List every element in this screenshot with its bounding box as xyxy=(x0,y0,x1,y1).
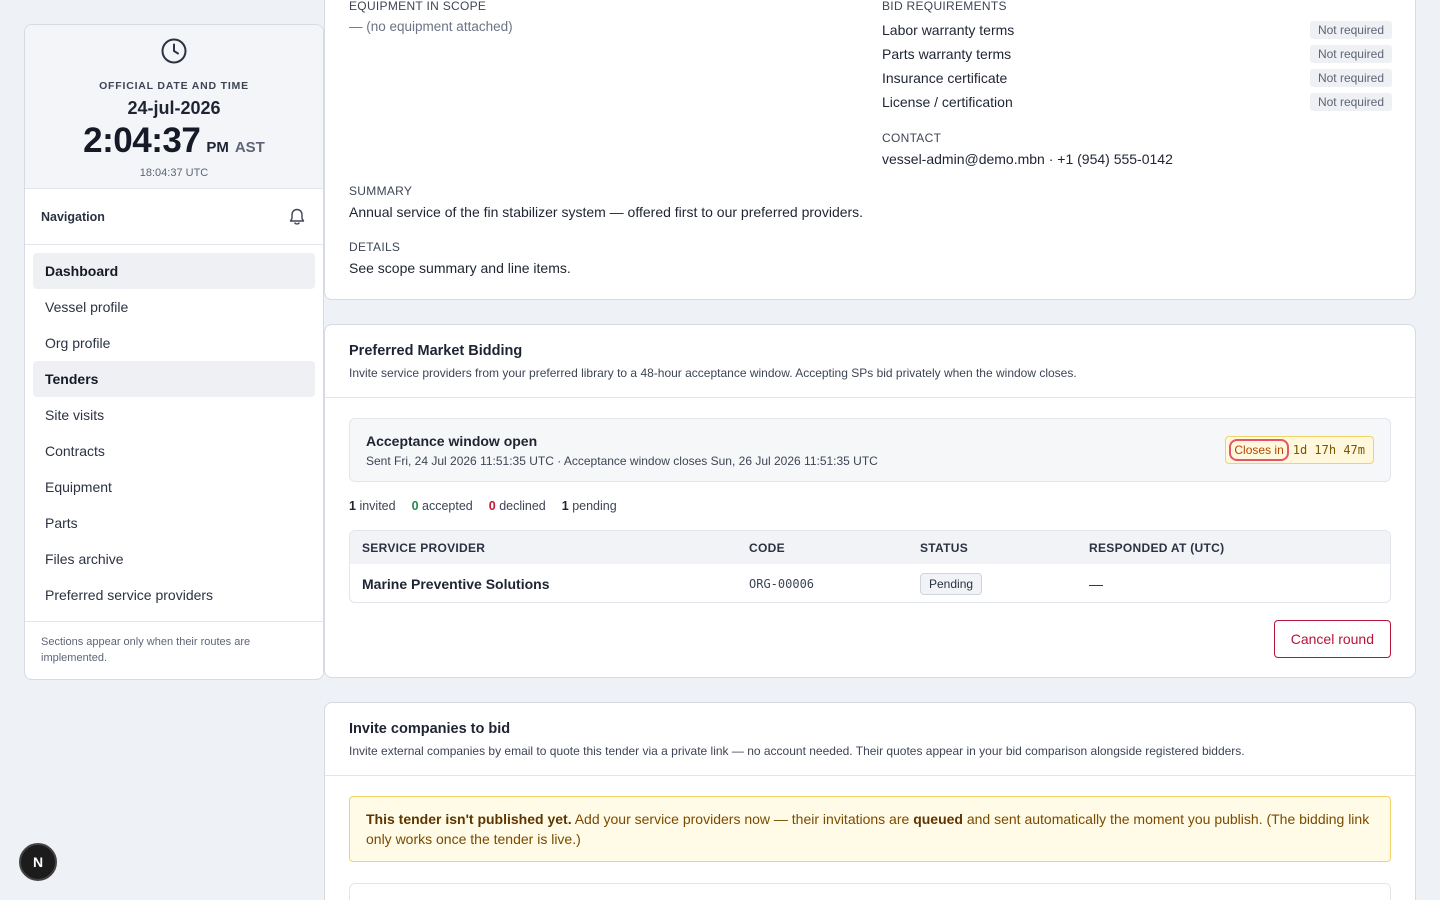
status-badge: Pending xyxy=(920,573,982,595)
summary-section xyxy=(349,184,1389,220)
invite-title: Invite companies to bid xyxy=(349,721,511,737)
clock-date: 24-jul-2026 xyxy=(127,98,221,118)
nav-item-equipment[interactable]: Equipment xyxy=(45,479,112,495)
stat-pending: 1 pending xyxy=(561,499,617,513)
unpublished-notice: This tender isn't published yet. Add your service providers now — their invitations are queued and sent automatically the moment you publish. (The bidding link only works once the tender is live.) xyxy=(349,796,1391,862)
invite-subtitle: Invite external companies by email to quote this tender via a private link — no account needed. Their quotes appear in your bid comparison alongside registered bidders. xyxy=(349,744,1245,758)
preferred-market-bidding-card xyxy=(324,324,1416,678)
pmb-header xyxy=(325,325,1415,398)
requirement-status-badge: Not required xyxy=(1310,21,1392,39)
acceptance-window-subtitle: Sent Fri, 24 Jul 2026 11:51:35 UTC · Acceptance window closes Sun, 26 Jul 2026 11:51:35 UTC xyxy=(366,454,878,468)
provider-name: Marine Preventive Solutions xyxy=(362,575,550,592)
pmb-title: Preferred Market Bidding xyxy=(349,343,523,359)
cancel-round-button[interactable]: Cancel round xyxy=(1274,620,1391,658)
nav-item-org-profile[interactable]: Org profile xyxy=(45,335,111,351)
stat-invited: 1 invited xyxy=(349,499,396,513)
responded-at: — xyxy=(1089,575,1103,592)
requirement-row xyxy=(882,42,1392,66)
clock-ampm: PM xyxy=(206,139,229,156)
nav-item-dashboard[interactable]: Dashboard xyxy=(33,253,315,289)
nav-item-preferred-service-providers[interactable]: Preferred service providers xyxy=(45,587,214,603)
nav-footer-note: Sections appear only when their routes are implemented. xyxy=(41,636,251,664)
bid-requirements-section xyxy=(882,0,1392,167)
requirement-row xyxy=(882,18,1392,42)
nav-item-tenders[interactable]: Tenders xyxy=(33,361,315,397)
nav-list xyxy=(25,245,323,622)
requirement-row xyxy=(882,90,1392,114)
dev-tools-button[interactable]: N xyxy=(19,843,57,881)
requirements-list xyxy=(882,18,1392,114)
nav-item-site-visits[interactable]: Site visits xyxy=(45,407,105,423)
clock-time xyxy=(25,121,323,161)
bid-requirements-label: BID REQUIREMENTS xyxy=(882,0,1007,13)
contact-label: CONTACT xyxy=(882,131,942,145)
column-header: STATUS xyxy=(920,540,969,555)
acceptance-window-box xyxy=(349,418,1391,482)
clock-timezone: AST xyxy=(234,139,265,156)
countdown-badge xyxy=(1225,436,1374,464)
column-header: SERVICE PROVIDER xyxy=(362,540,486,555)
bell-icon[interactable] xyxy=(287,207,307,227)
nav-item-contracts[interactable]: Contracts xyxy=(45,443,105,459)
stat-declined: 0 declined xyxy=(488,499,546,513)
clock-time-value: 2:04:37 xyxy=(83,121,201,160)
invite-form-area[interactable] xyxy=(349,883,1391,900)
requirement-status-badge: Not required xyxy=(1310,45,1392,63)
nav-item-parts[interactable]: Parts xyxy=(45,515,78,531)
tender-details-card xyxy=(324,0,1416,300)
sidebar xyxy=(24,24,324,680)
invite-stats xyxy=(349,499,617,513)
requirement-name: License / certification xyxy=(882,94,1013,110)
pmb-subtitle: Invite service providers from your preferred library to a 48-hour acceptance window. Accepting SPs bid privately when the window closes. xyxy=(349,366,1077,380)
equipment-section xyxy=(349,0,849,34)
requirement-name: Insurance certificate xyxy=(882,70,1008,86)
acceptance-window-title: Acceptance window open xyxy=(366,433,538,449)
official-clock xyxy=(25,25,323,189)
equipment-value: — (no equipment attached) xyxy=(349,19,513,34)
table-row xyxy=(350,564,1390,603)
nav-title: Navigation xyxy=(41,209,105,224)
requirement-name: Parts warranty terms xyxy=(882,46,1012,62)
nav-header xyxy=(25,189,323,245)
summary-label: SUMMARY xyxy=(349,184,413,198)
contact-value: vessel-admin@demo.mbn · +1 (954) 555-0142 xyxy=(882,151,1173,167)
summary-value: Annual service of the fin stabilizer system — offered first to our preferred providers. xyxy=(349,204,864,220)
invite-companies-card xyxy=(324,702,1416,900)
clock-label: OFFICIAL DATE AND TIME xyxy=(99,80,249,92)
closes-in-label: Closes in xyxy=(1229,439,1288,461)
stat-accepted: 0 accepted xyxy=(411,499,473,513)
nav-item-vessel-profile[interactable]: Vessel profile xyxy=(45,299,129,315)
requirement-status-badge: Not required xyxy=(1310,93,1392,111)
details-value: See scope summary and line items. xyxy=(349,260,571,276)
details-label: DETAILS xyxy=(349,240,401,254)
details-section xyxy=(349,240,1389,276)
invite-header xyxy=(325,703,1415,776)
invitations-table xyxy=(349,530,1391,603)
requirement-name: Labor warranty terms xyxy=(882,22,1015,38)
column-header: CODE xyxy=(749,540,785,555)
requirement-status-badge: Not required xyxy=(1310,69,1392,87)
clock-icon xyxy=(160,37,188,65)
equipment-label: EQUIPMENT IN SCOPE xyxy=(349,0,487,13)
clock-utc: 18:04:37 UTC xyxy=(139,167,209,179)
closes-in-value: 1d 17h 47m xyxy=(1292,443,1365,457)
requirement-row xyxy=(882,66,1392,90)
nav-item-files-archive[interactable]: Files archive xyxy=(45,551,124,567)
column-header: RESPONDED AT (UTC) xyxy=(1089,540,1225,555)
provider-code: ORG-00006 xyxy=(749,576,815,591)
table-header xyxy=(350,531,1390,564)
